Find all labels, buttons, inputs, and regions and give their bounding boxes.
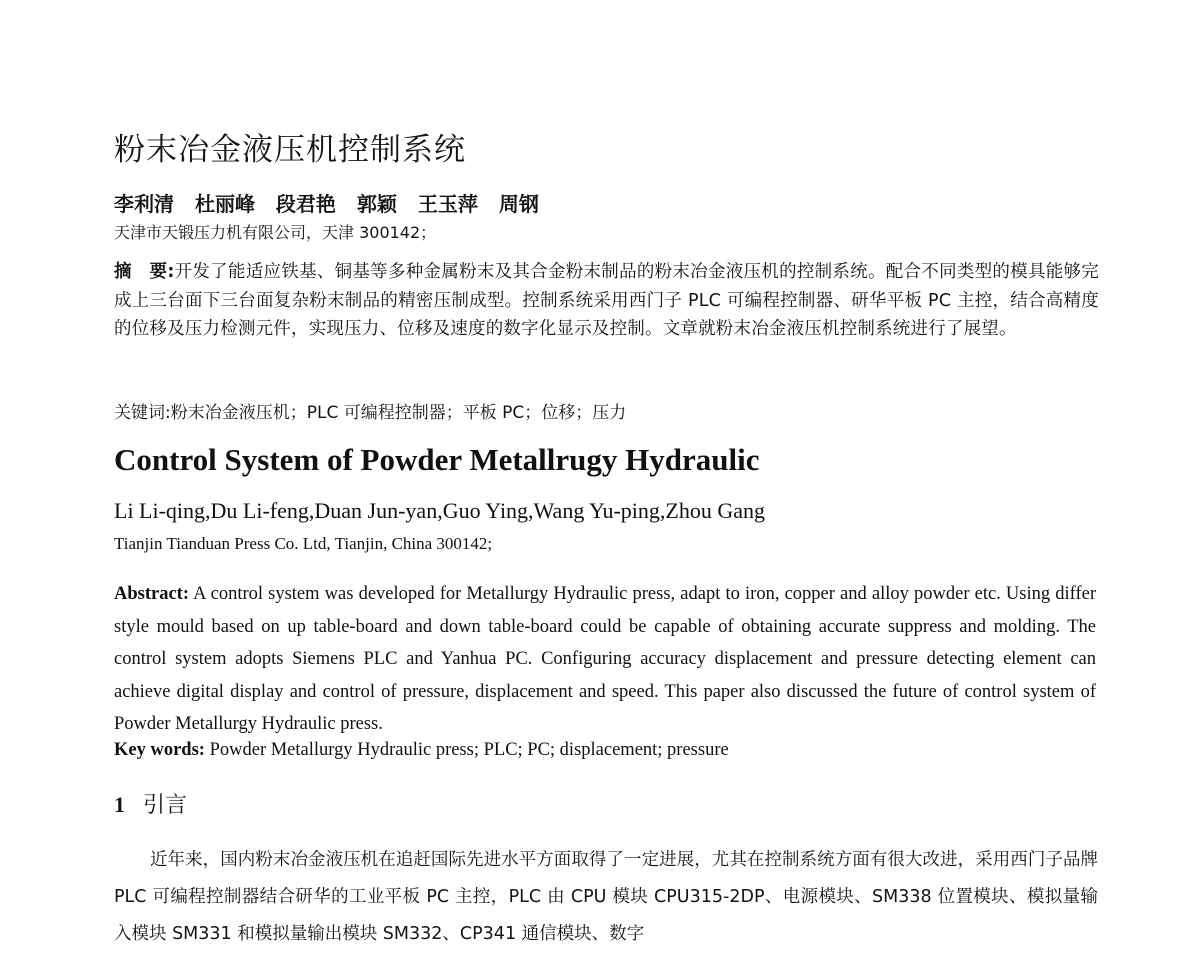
chinese-affiliation: 天津市天锻压力机有限公司，天津 300142；	[114, 223, 437, 242]
english-keywords-label: Key words:	[114, 740, 205, 760]
english-keywords-text: Powder Metallurgy Hydraulic press; PLC; PC; displacement; pressure	[209, 740, 729, 760]
chinese-authors: 李利清 杜丽峰 段君艳 郭颖 王玉萍 周钢	[114, 192, 539, 216]
chinese-keywords-label: 关键词:	[114, 403, 171, 423]
english-keywords	[114, 740, 729, 761]
english-authors: Li Li-qing,Du Li-feng,Duan Jun-yan,Guo Ying,Wang Yu-ping,Zhou Gang	[114, 498, 765, 523]
introduction-paragraph: 近年来，国内粉末冶金液压机在追赶国际先进水平方面取得了一定进展，尤其在控制系统方面有很大改进，采用西门子品牌 PLC 可编程控制器结合研华的工业平板 PC 主控，PLC 由 CPU 模块 CPU315-2DP、电源模块、SM338 位置模块、模拟量输入模块 SM331 和模拟量输出模块 SM332、CP341 通信模块、数字	[114, 850, 1098, 944]
chinese-abstract-text: 开发了能适应铁基、铜基等多种金属粉末及其合金粉末制品的粉末冶金液压机的控制系统。配合不同类型的模具能够完成上三台面下三台面复杂粉末制品的精密压制成型。控制系统采用西门子 PLC 可编程控制器、研华平板 PC 主控，结合高精度的位移及压力检测元件，实现压力、位移及速度的数字化显示及控制。文章就粉末冶金液压机控制系统进行了展望。	[114, 262, 1099, 339]
english-abstract-text: A control system was developed for Metallurgy Hydraulic press, adapt to iron, copper and alloy powder etc. Using differ style mould based on up table-board and down table-board could be capable of obtaining accurate suppress and molding. The control system adopts Siemens PLC and Yanhua PC. Configuring accuracy displacement and pressure detecting element can achieve digital display and control of pressure, displacement and speed. This paper also discussed the future of control system of Powder Metallurgy Hydraulic press.	[114, 584, 1097, 734]
section-title: 引言	[143, 793, 188, 818]
english-abstract	[114, 578, 1096, 741]
chinese-keywords-text: 粉末冶金液压机；PLC 可编程控制器；平板 PC；位移；压力	[170, 403, 627, 423]
english-title: Control System of Powder Metallrugy Hydraulic	[114, 442, 760, 477]
chinese-abstract	[114, 258, 1099, 344]
section-number: 1	[114, 792, 125, 817]
section-heading	[114, 788, 187, 819]
chinese-keywords	[114, 398, 626, 423]
english-affiliation: Tianjin Tianduan Press Co. Ltd, Tianjin, China 300142;	[114, 534, 493, 553]
chinese-title: 粉末冶金液压机控制系统	[114, 132, 466, 168]
chinese-abstract-label: 摘 要:	[114, 262, 175, 282]
english-abstract-label: Abstract:	[114, 584, 190, 604]
